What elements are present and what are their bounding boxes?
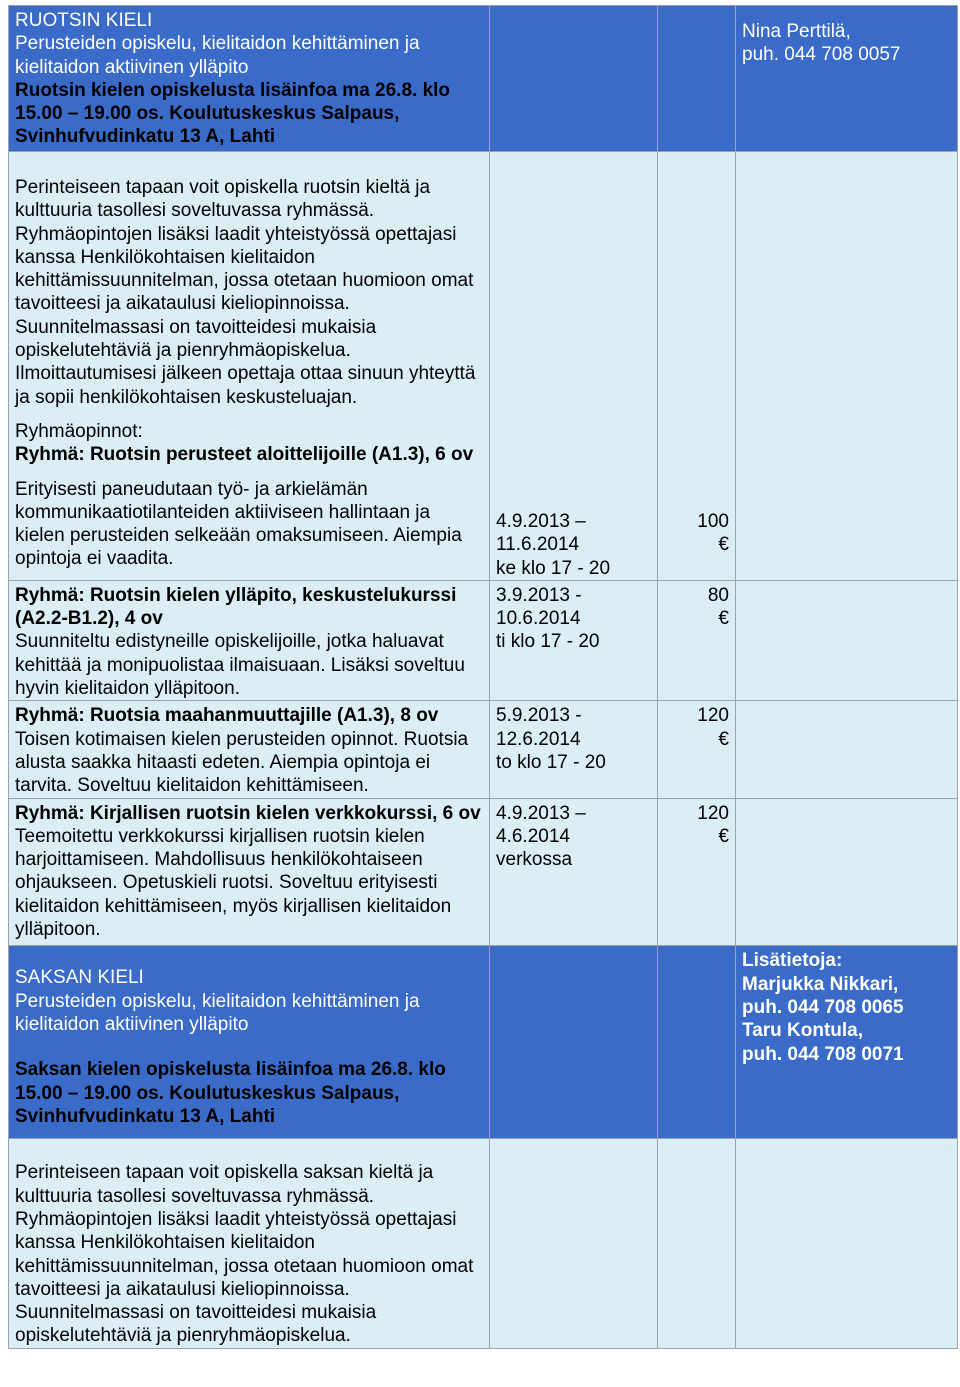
course-4-cell: [9, 798, 490, 946]
saksa-info-session: Saksan kielen opiskelusta lisäinfoa ma 26.8. klo 15.00 – 19.00 os. Koulutuskeskus Salpaus, Svinhufvudinkatu 13 A, Lahti: [15, 1059, 446, 1127]
course-4-date-end: 4.6.2014: [496, 825, 570, 847]
saksa-intro-dates-cell: [490, 1139, 658, 1348]
saksa-header-dates-cell: [490, 946, 658, 1139]
saksa-header-row: [9, 946, 958, 1139]
course-1-date-end: 11.6.2014: [496, 534, 580, 556]
course-2-price: 80: [707, 584, 729, 606]
ruotsi-contact-phone: puh. 044 708 0057: [742, 44, 901, 66]
course-3-schedule: to klo 17 - 20: [496, 751, 606, 773]
saksa-contact-1-phone: puh. 044 708 0065: [742, 996, 904, 1018]
saksa-contact-label: Lisätietoja:: [742, 950, 843, 972]
saksa-contact-1-name: Marjukka Nikkari,: [742, 973, 899, 995]
saksa-title: SAKSAN KIELI: [15, 967, 144, 989]
ruotsi-header-price-cell: [658, 6, 736, 152]
ruotsi-title: RUOTSIN KIELI: [15, 10, 153, 31]
course-1-price-cell: [658, 152, 736, 581]
saksa-intro-price-cell: [658, 1139, 736, 1348]
course-3-dates-cell: [490, 701, 658, 798]
course-1-title: Ryhmä: Ruotsin perusteet aloittelijoille (A1.3), 6 ov: [15, 444, 474, 466]
euro-sign: €: [718, 825, 729, 847]
course-4-description: Teemoitettu verkkokurssi kirjallisen ruotsin kielen harjoittamiseen. Mahdollisuus henkilökohtaiseen ohjaukseen. Opetuskieli ruotsi. Soveltuu erityisesti kielitaidon kehittämiseen, myös kirjallisen kielitaidon ylläpitoon.: [15, 825, 452, 941]
course-2-row: [9, 580, 958, 700]
saksa-intro-text: Perinteiseen tapaan voit opiskella saksan kieltä ja kulttuuria tasollesi soveltuvassa ryhmässä. Ryhmäopintojen lisäksi laadit yhteistyössä opettajasi kanssa Henkilökohtaisen kielitaidon kehittämissuunnitelman, jossa otetaan huomioon omat tavoitteesi ja aikataulusi kieliopinnoissa. Suunnitelmassasi on tavoitteidesi mukaisia opiskelutehtäviä ja pienryhmäopiskelua.: [15, 1162, 474, 1347]
ruotsi-contact-name: Nina Perttilä,: [742, 21, 851, 42]
group-studies-heading: Ryhmäopinnot:: [15, 420, 143, 442]
course-2-contact-cell: [736, 580, 958, 700]
course-2-date-start: 3.9.2013 -: [496, 584, 582, 606]
saksa-intro-row: [9, 1139, 958, 1348]
saksa-contact-cell: [736, 946, 958, 1139]
saksa-header-price-cell: [658, 946, 736, 1139]
course-3-row: [9, 701, 958, 798]
course-3-description: Toisen kotimaisen kielen perusteiden opinnot. Ruotsia alusta saakka hitaasti edeten. Aiempia opintoja ei tarvita. Soveltuu kielitaidon kehittämiseen.: [15, 728, 469, 797]
course-2-schedule: ti klo 17 - 20: [496, 631, 600, 653]
ruotsi-header-row: [9, 6, 958, 152]
course-2-date-end: 10.6.2014: [496, 608, 581, 630]
ruotsi-contact-cell: [736, 6, 958, 152]
course-2-price-cell: [658, 580, 736, 700]
course-table: [8, 5, 958, 1349]
course-4-schedule: verkossa: [496, 849, 573, 871]
saksa-contact-2-phone: puh. 044 708 0071: [742, 1043, 904, 1065]
ruotsi-subtitle: Perusteiden opiskelu, kielitaidon kehittäminen ja kielitaidon aktiivinen ylläpito: [15, 33, 420, 78]
ruotsi-intro-text: Perinteiseen tapaan voit opiskella ruotsin kieltä ja kulttuuria tasollesi soveltuvassa ryhmässä. Ryhmäopintojen lisäksi laadit yhteistyössä opettajasi kanssa Henkilökohtaisen kielitaidon kehittämissuunnitelman, jossa otetaan huomioon omat tavoitteesi ja aikataulusi kieliopinnoissa. Suunnitelmassasi on tavoitteidesi mukaisia opiskelutehtäviä ja pienryhmäopiskelua. Ilmoittautumisesi jälkeen opettaja ottaa sinuun yhteyttä ja sopii henkilökohtaisen keskusteluajan.: [15, 177, 476, 408]
saksa-contact-2-name: Taru Kontula,: [742, 1020, 864, 1042]
course-2-title: Ryhmä: Ruotsin kielen ylläpito, keskustelukurssi (A2.2-B1.2), 4 ov: [15, 584, 457, 630]
ruotsi-info-session: Ruotsin kielen opiskelusta lisäinfoa ma 26.8. klo 15.00 – 19.00 os. Koulutuskeskus Salpaus, Svinhufvudinkatu 13 A, Lahti: [15, 79, 451, 148]
saksa-header-cell: [9, 946, 490, 1139]
course-4-date-start: 4.9.2013 –: [496, 802, 586, 824]
euro-sign: €: [718, 728, 729, 750]
ruotsi-intro-row: [9, 152, 958, 581]
ruotsi-intro-cell: [9, 152, 490, 581]
saksa-intro-contact-cell: [736, 1139, 958, 1348]
course-3-title: Ryhmä: Ruotsia maahanmuuttajille (A1.3), 8 ov: [15, 705, 439, 727]
course-4-price-cell: [658, 798, 736, 946]
course-2-dates-cell: [490, 580, 658, 700]
course-3-contact-cell: [736, 701, 958, 798]
saksa-subtitle: Perusteiden opiskelu, kielitaidon kehittäminen ja kielitaidon aktiivinen ylläpito: [15, 990, 420, 1035]
course-1-contact-cell: [736, 152, 958, 581]
course-3-date-start: 5.9.2013 -: [496, 705, 582, 727]
euro-sign: €: [718, 534, 729, 556]
ruotsi-header-cell: [9, 6, 490, 152]
course-3-cell: [9, 701, 490, 798]
course-4-dates-cell: [490, 798, 658, 946]
course-3-price-cell: [658, 701, 736, 798]
course-1-schedule: ke klo 17 - 20: [496, 557, 611, 579]
course-4-title: Ryhmä: Kirjallisen ruotsin kielen verkkokurssi, 6 ov: [15, 802, 481, 824]
course-3-price: 120: [697, 705, 729, 727]
course-1-description: Erityisesti paneudutaan työ- ja arkielämän kommunikaatiotilanteiden aktiiviseen hallintaan ja kielen perusteiden selkeään omaksumiseen. Aiempia opintoja ei vaadita.: [15, 478, 462, 570]
course-1-dates-cell: [490, 152, 658, 581]
course-4-row: [9, 798, 958, 946]
course-1-date-start: 4.9.2013 –: [496, 511, 586, 532]
course-4-contact-cell: [736, 798, 958, 946]
course-2-description: Suunniteltu edistyneille opiskelijoille, jotka haluavat kehittää ja monipuolistaa ilmaisuaan. Lisäksi soveltuu hyvin kielitaidon ylläpitoon.: [15, 631, 465, 700]
saksa-intro-cell: [9, 1139, 490, 1348]
course-4-price: 120: [697, 802, 729, 824]
ruotsi-header-dates-cell: [490, 6, 658, 152]
course-3-date-end: 12.6.2014: [496, 728, 581, 750]
course-2-cell: [9, 580, 490, 700]
course-1-price: 100: [697, 511, 729, 532]
euro-sign: €: [718, 608, 729, 630]
